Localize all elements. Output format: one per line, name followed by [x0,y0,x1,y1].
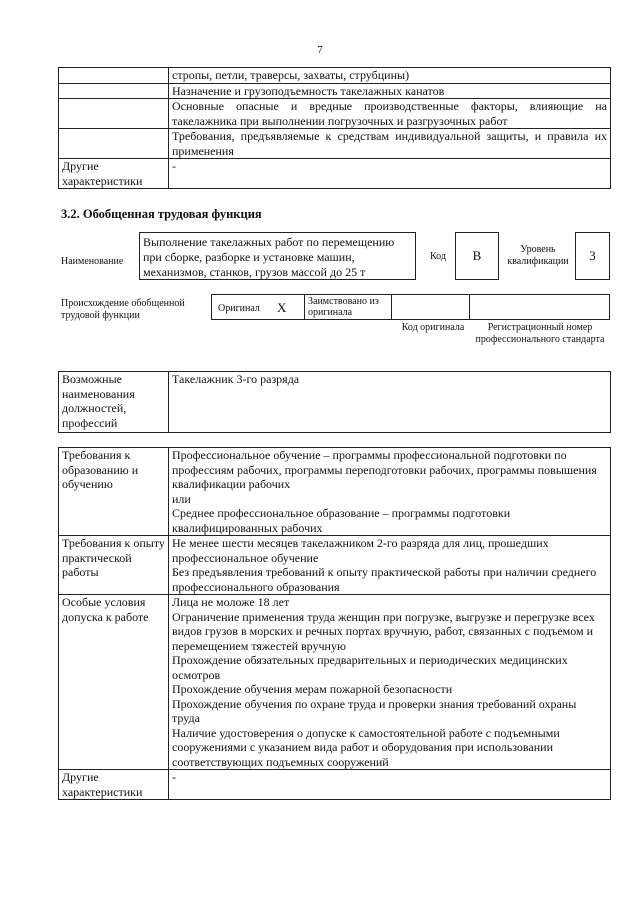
section-title: 3.2. Обобщенная трудовая функция [61,207,262,221]
code-original-caption: Код оригинала [401,322,465,333]
borrowed-cell [304,294,392,320]
code-value-box [455,232,499,280]
code-original-cell [391,294,470,320]
row-label [59,129,169,159]
positions-value: Такелажник 3-го разряда [169,372,611,433]
requirement-item: Среднее профессиональное образование – программы подготовки квалифицированных рабочих [172,506,511,535]
borrowed-label: Заимствовано из оригинала [308,296,379,318]
requirement-label: Другие характеристики [59,770,169,800]
requirement-label: Требования к опыту практической работы [59,536,169,595]
table-row [59,129,611,159]
reg-number-cell [469,294,610,320]
requirement-value [169,770,611,800]
original-label: Оригинал [218,303,260,314]
row-label [59,68,169,84]
level-value: 3 [589,248,596,263]
table-row [59,372,611,433]
requirement-item: Прохождение обучения по охране труда и проверки знания требований охраны труда [172,696,577,725]
row-value: Требования, предъявляемые к средствам индивидуальной защиты, и правила их применения [169,129,611,159]
table-row [59,595,611,770]
code-value: B [472,248,482,263]
row-label: Другие характеристики [59,159,169,189]
row-label [59,83,169,99]
original-cell [211,294,305,320]
requirement-label: Особые условия допуска к работе [59,595,169,770]
level-label: Уровень квалификации [507,244,569,267]
requirement-item: Ограничение применения труда женщин при погрузке, выгрузке и перегрузке всех видов грузов в морских и речных портах вручную, работ, связанных с подъемом и перемещением тяжестей вручную [172,609,595,653]
requirement-value [169,595,611,770]
table-row [59,83,611,99]
row-value: Основные опасные и вредные производственные факторы, влияющие на такелажника при выполнении погрузочных и разгрузочных работ [169,99,611,129]
requirement-item: или [172,491,191,506]
level-value-box [575,232,610,280]
knowledge-table [58,67,611,189]
table-row [59,770,611,800]
requirement-item: Профессиональное обучение – программы профессиональной подготовки по профессиям рабочих, программы переподготовки рабочих, программы повышения квалификации рабочих [172,448,597,491]
name-value-box [139,232,416,280]
original-mark: X [277,300,287,315]
positions-label: Возможные наименования должностей, профессий [59,372,169,433]
requirement-item: Не менее шести месяцев такелажником 2-го разряда для лиц, прошедших профессиональное обучение [172,536,549,565]
row-value: стропы, петли, траверсы, захваты, струбцины) [169,68,611,84]
name-label: Наименование [61,256,124,267]
origin-label: Происхождение обобщенной трудовой функции [61,298,185,321]
requirement-item: Лица не моложе 18 лет [172,595,290,609]
table-row [59,448,611,536]
code-label: Код [430,251,446,262]
page-number: 7 [317,44,323,56]
requirement-item: Наличие удостоверения о допуске к самостоятельной работе с подъемными сооружениями с указанием вида работ и оборудования при использовании соответствующих подъемных сооружений [172,725,560,769]
requirement-item: Прохождение обучения мерам пожарной безопасности [172,682,453,696]
requirement-value [169,536,611,595]
requirement-value [169,448,611,536]
reg-number-caption: Регистрационный номер профессионального стандарта [475,322,605,345]
row-value: Назначение и грузоподъемность такелажных канатов [169,83,611,99]
requirement-label: Требования к образованию и обучению [59,448,169,536]
row-label [59,99,169,129]
positions-table [58,371,611,433]
requirement-item: Прохождение обязательных предварительных и периодических медицинских осмотров [172,653,568,682]
table-row [59,536,611,595]
requirement-item: Без предъявления требований к опыту практической работы при наличии среднего профессионального образования [172,565,597,594]
row-value: - [169,159,611,189]
table-row [59,159,611,189]
table-row [59,99,611,129]
requirements-table [58,447,611,800]
requirement-item: - [172,770,176,784]
name-value: Выполнение такелажных работ по перемещению при сборке, разборке и установке машин, механизмов, станков, грузов массой до 25 т [143,235,395,279]
table-row [59,68,611,84]
